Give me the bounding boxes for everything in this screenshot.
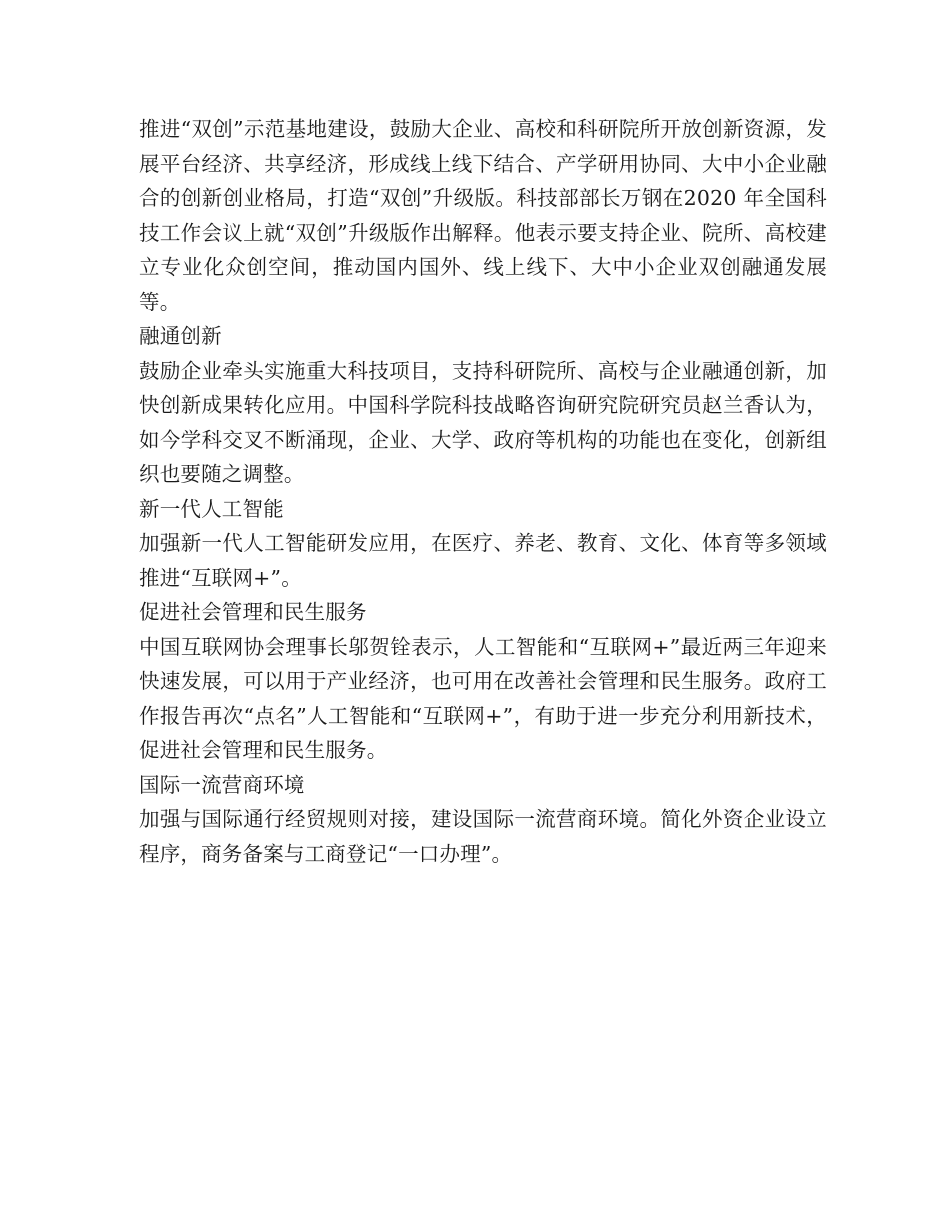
- paragraph-rongtong-chuangxin: 鼓励企业牵头实施重大科技项目，支持科研院所、高校与企业融通创新，加快创新成果转化应用。中国科学院科技战略咨询研究院研究员赵兰香认为，如今学科交叉不断涌现，企业、大学、政府等机构的功能也在变化，创新组织也要随之调整。: [139, 358, 827, 486]
- paragraph-rengong-zhineng: 加强新一代人工智能研发应用，在医疗、养老、教育、文化、体育等多领域推进“互联网+”。: [139, 531, 827, 590]
- heading-rengong-zhineng: 新一代人工智能: [139, 496, 284, 521]
- paragraph-shehui-guanli: 中国互联网协会理事长邬贺铨表示，人工智能和“互联网+”最近两三年迎来快速发展，可以用于产业经济，也可用在改善社会管理和民生服务。政府工作报告再次“点名”人工智能和“互联网+”，有助于进一步充分利用新技术， 促进社会管理和民生服务。: [139, 634, 827, 762]
- heading-shehui-guanli: 促进社会管理和民生服务: [139, 600, 367, 624]
- paragraph-yingshang-huanjing: 加强与国际通行经贸规则对接，建设国际一流营商环境。简化外资企业设立程序，商务备案与工商登记“一口办理”。: [139, 807, 827, 866]
- paragraph-shuangchuang: 推进“双创”示范基地建设，鼓励大企业、高校和科研院所开放创新资源，发展平台经济、共享经济，形成线上线下结合、产学研用协同、大中小企业融合的创新创业格局，打造“双创”升级版。科技部部长万钢在2020 年全国科技工作会议上就“双创”升级版作出解释。他表示要支持企业、院所、高校建立专业化众创空间，推动国内国外、线上线下、大中小企业双创融通发展等。: [139, 117, 827, 314]
- document-body: [139, 112, 827, 871]
- heading-rongtong-chuangxin: 融通创新: [139, 324, 222, 348]
- heading-yingshang-huanjing: 国际一流营商环境: [139, 772, 305, 797]
